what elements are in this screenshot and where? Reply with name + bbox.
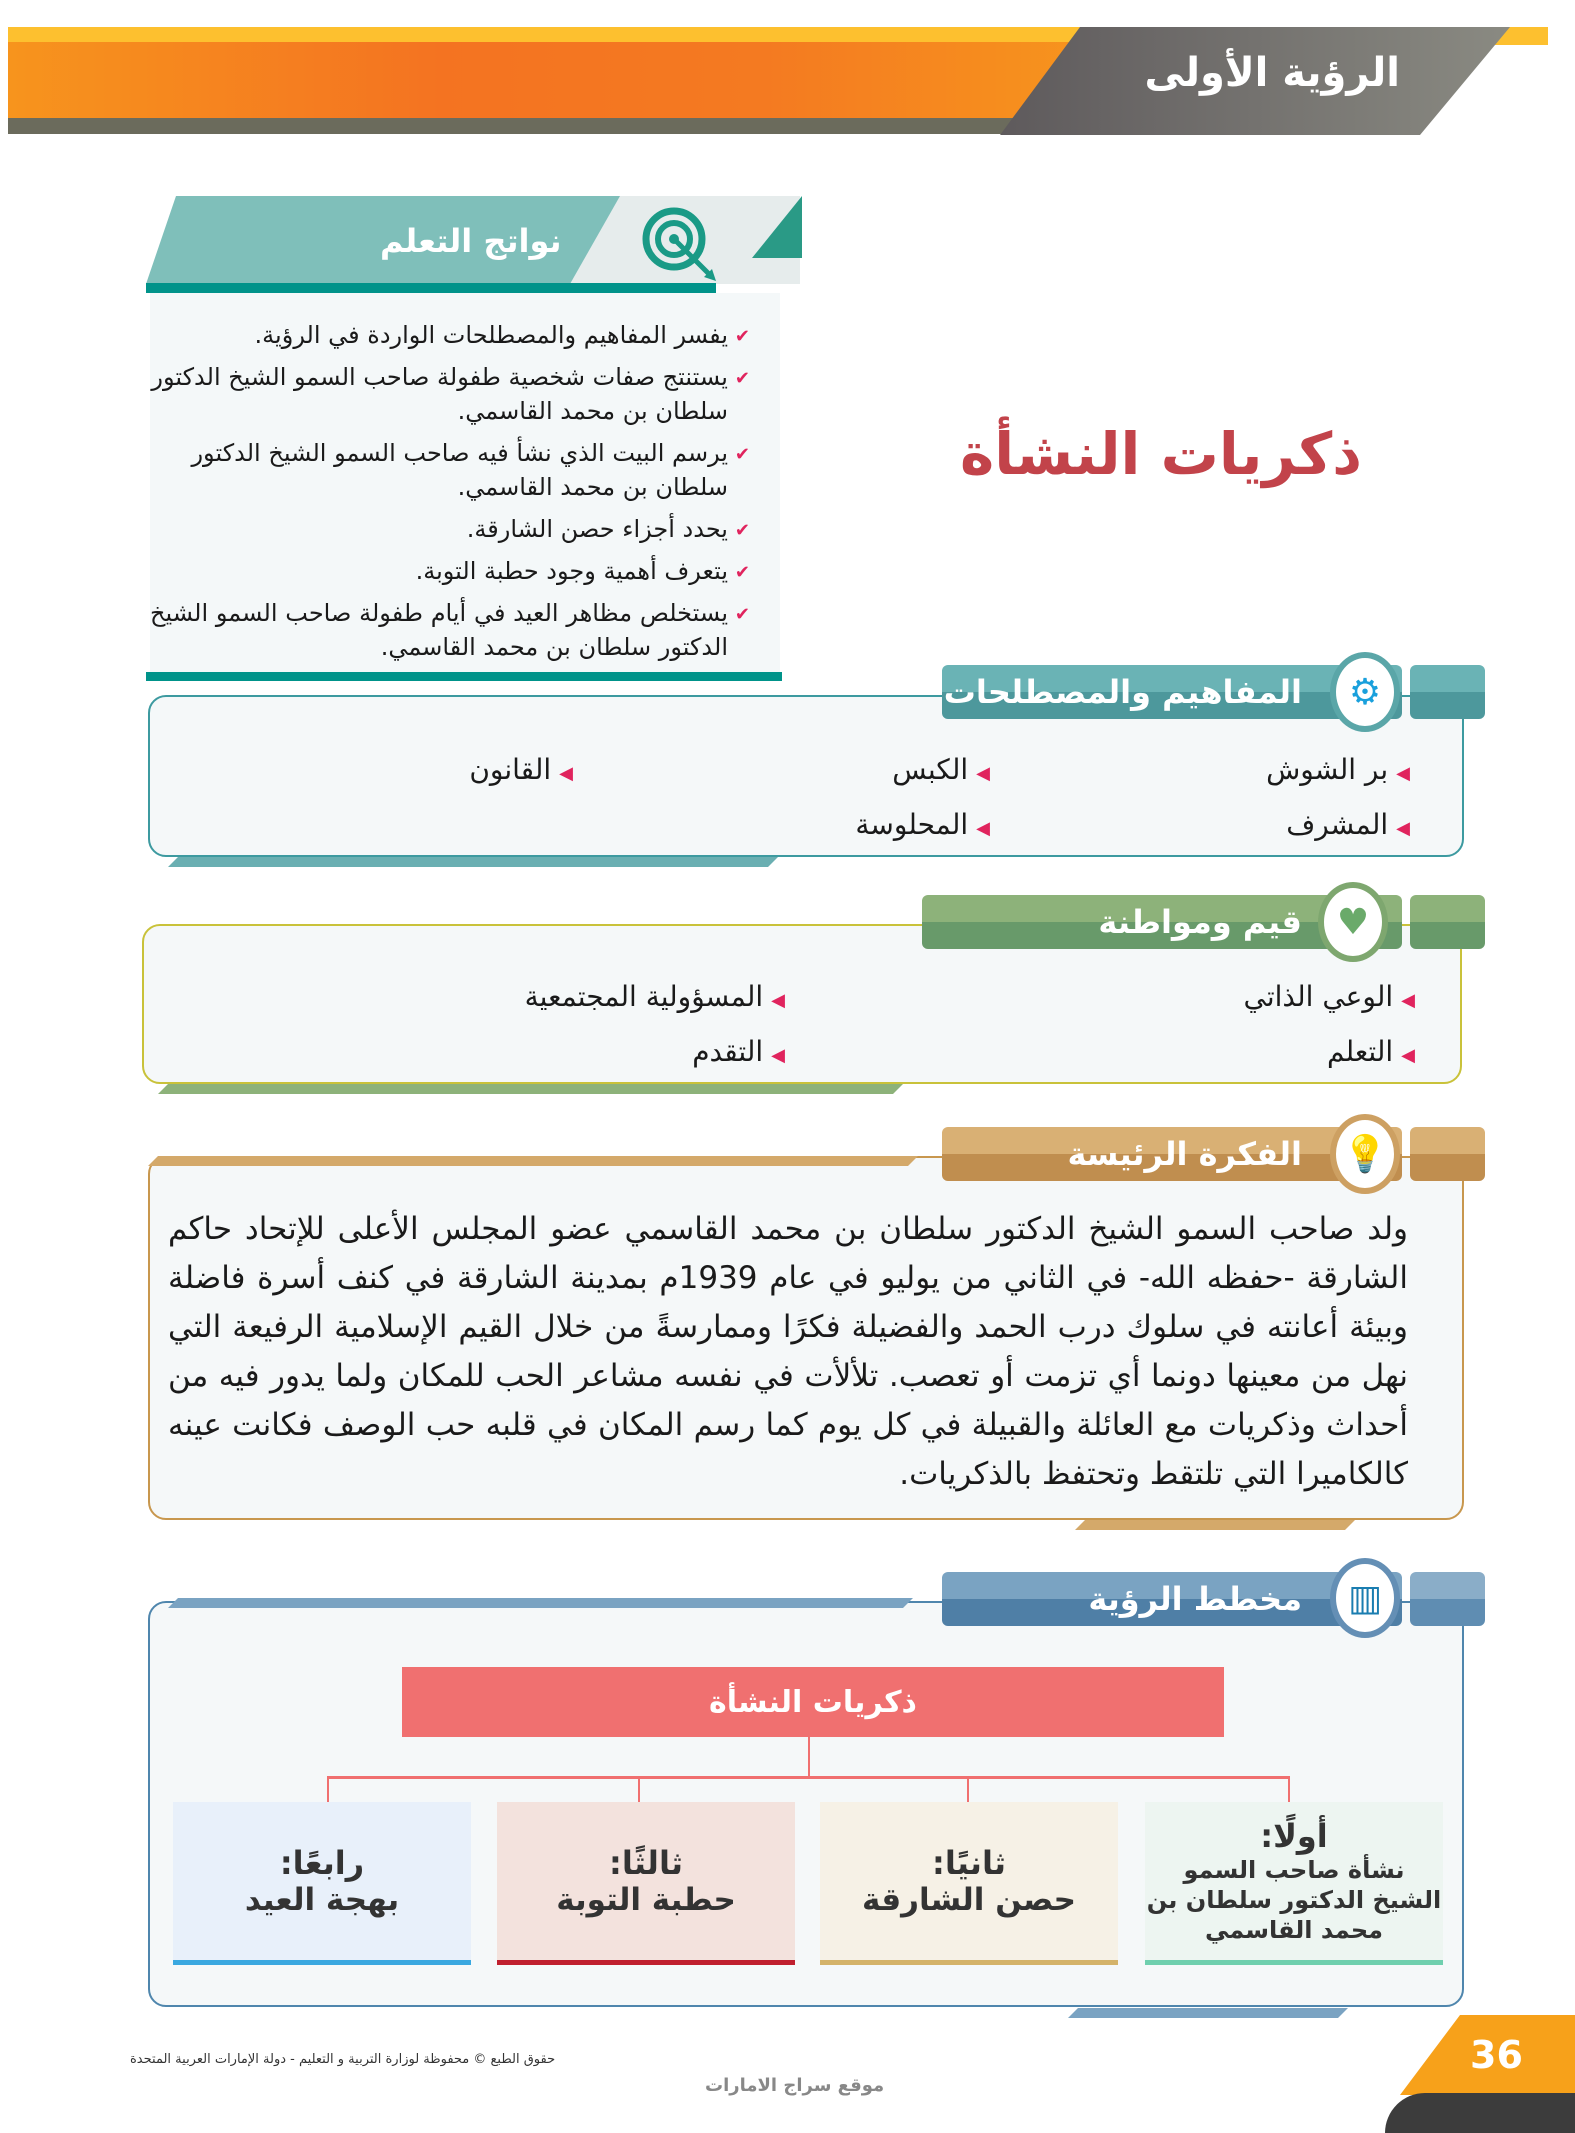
header-tab: [1410, 895, 1485, 949]
concept-item: ◀بر الشوش: [1266, 753, 1410, 786]
list-item: ✔ يتعرف أهمية وجود حطبة التوبة.: [150, 554, 750, 588]
list-item: ✔ يحدد أجزاء حصن الشارقة.: [150, 512, 750, 546]
arrow-icon: ◀: [1396, 818, 1410, 839]
connector: [808, 1737, 810, 1777]
connector: [327, 1776, 329, 1802]
arrow-icon: ◀: [559, 763, 573, 784]
check-icon: ✔: [734, 562, 750, 583]
check-icon: ✔: [734, 520, 750, 541]
value-item: ◀الوعي الذاتي: [1243, 980, 1415, 1013]
divider: [168, 1598, 913, 1608]
arrow-icon: ◀: [976, 763, 990, 784]
header-orange-band: [8, 42, 1088, 120]
header-tab: [1410, 1127, 1485, 1181]
plan-card-1: أولًا: نشأة صاحب السمو الشيخ الدكتور سلطان بن محمد القاسمي: [1145, 1802, 1443, 1965]
learning-outcomes-list: [150, 318, 750, 672]
learning-outcomes-title: نواتج التعلم: [380, 222, 562, 260]
divider: [1068, 2008, 1348, 2018]
arrow-icon: ◀: [1396, 763, 1410, 784]
main-idea-header: الفكرة الرئيسة: [942, 1127, 1402, 1181]
connector: [327, 1776, 1290, 1779]
check-icon: ✔: [734, 444, 750, 465]
plan-card-3: ثالثًا: حطبة التوبة: [497, 1802, 795, 1965]
header-tab: [1410, 665, 1485, 719]
building-icon: ▥: [1330, 1558, 1400, 1638]
check-icon: ✔: [734, 326, 750, 347]
list-item: ✔ يرسم البيت الذي نشأ فيه صاحب السمو الشيخ الدكتور سلطان بن محمد القاسمي.: [191, 439, 750, 501]
lightbulb-icon: 💡: [1330, 1114, 1400, 1194]
value-item: ◀التقدم: [692, 1035, 785, 1068]
heart-hand-icon: ♥: [1318, 882, 1388, 962]
list-item: ✔ يستخلص مظاهر العيد في أيام طفولة صاحب السمو الشيخ الدكتور سلطان بن محمد القاسمي.: [150, 599, 750, 661]
check-icon: ✔: [734, 604, 750, 625]
concept-item: ◀القانون: [469, 753, 573, 786]
plan-card-2: ثانيًا: حصن الشارقة: [820, 1802, 1118, 1965]
main-idea-text: ولد صاحب السمو الشيخ الدكتور سلطان بن محمد القاسمي عضو المجلس الأعلى للإتحاد حاكم الشارقة -حفظه الله- في الثاني من يوليو في عام 1939م بمدينة الشارقة في كنف أسرة فاضلة وبيئة أعانته في سلوك درب الحمد والفضيلة فكرًا وممارسةً من خلال القيم الإسلامية الرفيعة التي نهل من معينها دونما أي تزمت أو تعصب. تلألأت في نفسه مشاعر الحب للمكان ولما يدور فيه من أحداث وذكريات مع العائلة والقبيلة في كل يوم كما رسم المكان في قلبه حب الوصف فكانت عينه كالكاميرا التي تلتقط وتحتفظ بالذكريات.: [168, 1211, 1408, 1492]
list-item: ✔ يستنتج صفات شخصية طفولة صاحب السمو الشيخ الدكتور سلطان بن محمد القاسمي.: [151, 363, 750, 425]
plan-root-node: ذكريات النشأة: [402, 1667, 1224, 1737]
value-item: ◀المسؤولية المجتمعية: [524, 980, 785, 1013]
arrow-icon: ◀: [771, 990, 785, 1011]
concepts-header: المفاهيم والمصطلحات: [942, 665, 1402, 719]
arrow-icon: ◀: [1401, 1045, 1415, 1066]
concept-item: ◀المحلوسة: [855, 808, 990, 841]
connector: [967, 1776, 969, 1802]
footer-corner: [1385, 2093, 1575, 2133]
concept-item: ◀الكبس: [892, 753, 990, 786]
value-item: ◀التعلم: [1326, 1035, 1415, 1068]
site-credit: موقع سراج الامارات: [705, 2075, 885, 2096]
header-gray-band: [8, 118, 1088, 134]
header-tab: [1410, 1572, 1485, 1626]
plan-card-4: رابعًا: بهجة العيد: [173, 1802, 471, 1965]
divider: [158, 1084, 903, 1094]
connector: [1288, 1776, 1290, 1802]
check-icon: ✔: [734, 368, 750, 389]
page-title: ذكريات النشأة: [960, 420, 1362, 488]
lesson-label: الرؤية الأولى: [1144, 50, 1400, 96]
divider: [168, 857, 778, 867]
arrow-icon: ◀: [976, 818, 990, 839]
connector: [638, 1776, 640, 1802]
arrow-icon: ◀: [771, 1045, 785, 1066]
target-icon: [640, 205, 720, 285]
gears-icon: ⚙: [1330, 652, 1400, 732]
divider: [146, 283, 716, 293]
plan-header: مخطط الرؤية: [942, 1572, 1402, 1626]
divider: [148, 1156, 918, 1166]
list-item: ✔ يفسر المفاهيم والمصطلحات الواردة في الرؤية.: [150, 318, 750, 352]
page-number: 36: [1470, 2033, 1523, 2077]
divider: [146, 672, 782, 681]
copyright-text: حقوق الطبع © محفوظة لوزارة التربية و التعليم - دولة الإمارات العربية المتحدة: [130, 2052, 556, 2067]
values-header: قيم ومواطنة: [922, 895, 1402, 949]
divider: [1075, 1520, 1355, 1530]
arrow-icon: ◀: [1401, 990, 1415, 1011]
concept-item: ◀المشرف: [1286, 808, 1410, 841]
